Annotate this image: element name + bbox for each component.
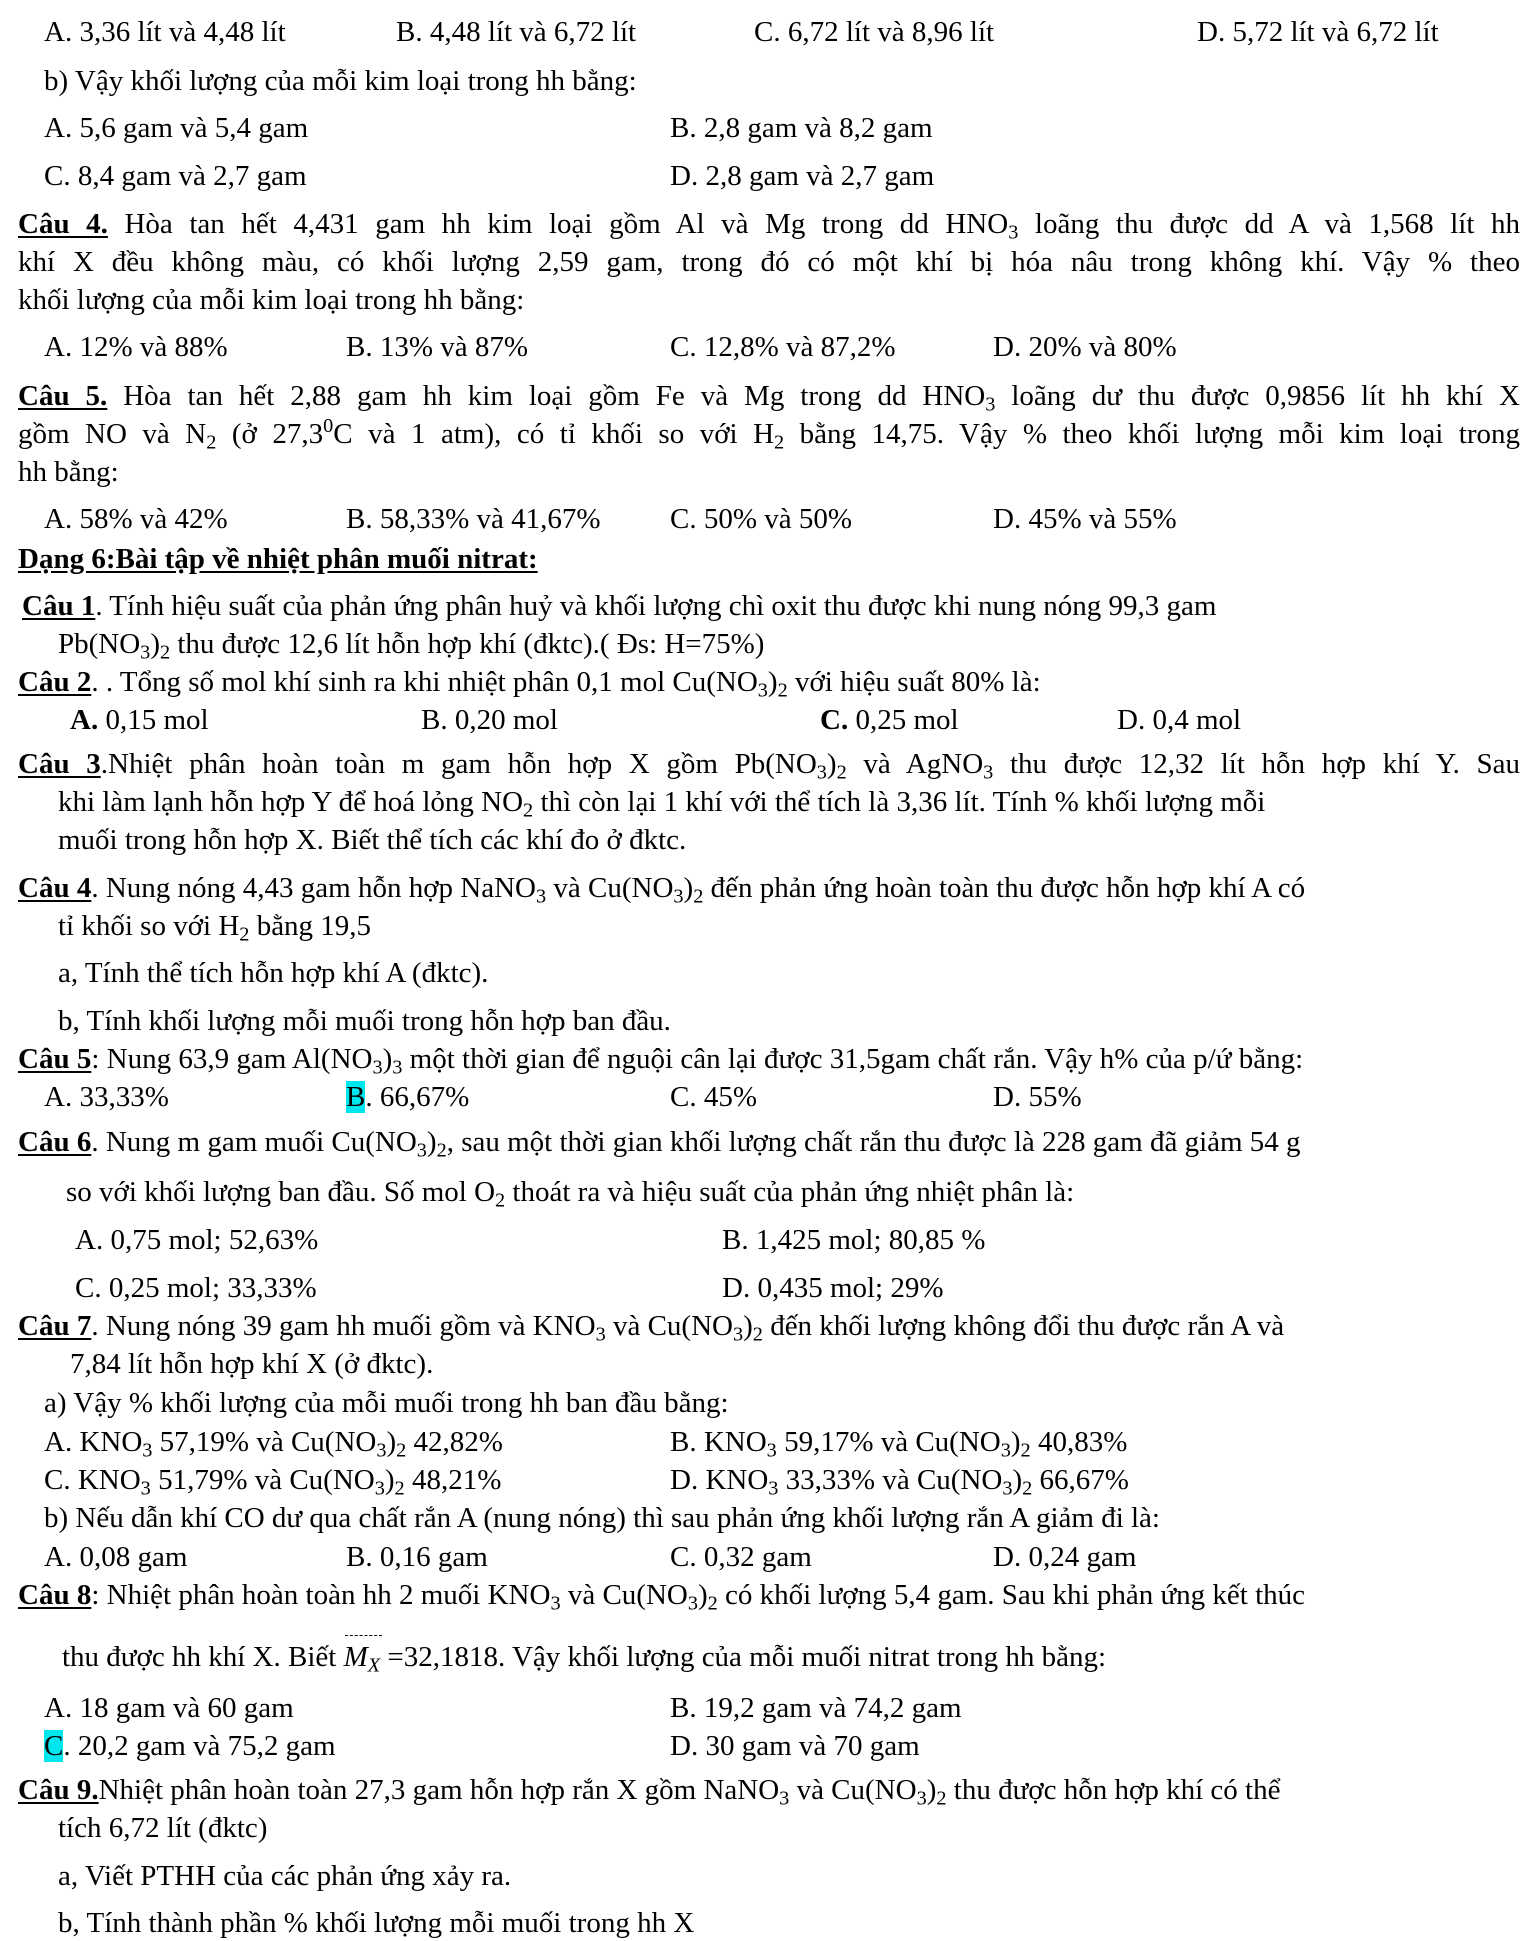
n5-line-1: Câu 5: Nung 63,9 gam $Al(NO_3)_3$ một thời gian để nguội cân lại được 31,5gam chất rắn. Vậy h% của p/ứ bằng: <box>18 1043 1304 1079</box>
n4-line-2: tỉ khối so với $H_2$ bằng 19,5 <box>58 910 372 946</box>
q5-label: Câu 5. <box>18 380 108 412</box>
n4-part-b: b, Tính khối lượng mỗi muối trong hỗn hợp ban đầu. <box>58 1005 671 1037</box>
n4-label: Câu 4 <box>18 872 92 904</box>
n7-option-c: C. $KNO_3$ 51,79% và $Cu(NO_3)_2$ 48,21% <box>44 1464 502 1500</box>
n5-option-c: C. 45% <box>670 1081 757 1113</box>
n3-line-2: khi làm lạnh hỗn hợp Y để hoá lỏng $NO_2$ thì còn lại 1 khí với thể tích là 3,36 lít. Tính % khối lượng mỗi <box>58 786 1266 822</box>
n5-option-a: A. 33,33% <box>44 1081 169 1113</box>
n7-line-2: 7,84 lít hỗn hợp khí X (ở đktc). <box>70 1348 434 1380</box>
q3b-option-d: D. 2,8 gam và 2,7 gam <box>670 160 935 192</box>
answer-highlight: B <box>346 1081 366 1113</box>
q3b-option-b: B. 2,8 gam và 8,2 gam <box>670 112 933 144</box>
n6-option-b: B. 1,425 mol; 80,85 % <box>722 1224 986 1256</box>
n8-option-a: A. 18 gam và 60 gam <box>44 1692 294 1724</box>
n8-option-c: C. 20,2 gam và 75,2 gam <box>44 1730 336 1762</box>
q3a-option-b: B. 4,48 lít và 6,72 lít <box>396 16 637 48</box>
q4-label: Câu 4. <box>18 208 108 240</box>
n7-line-1: Câu 7. Nung nóng 39 gam hh muối gồm và $KNO_3$ và $Cu(NO_3)_2$ đến khối lượng không đổi thu được rắn A và <box>18 1310 1285 1346</box>
n9-line-1: Câu 9.Nhiệt phân hoàn toàn 27,3 gam hỗn hợp rắn X gồm NaNO$_3$ và $Cu(NO_3)_2$ thu được hỗn hợp khí có thể <box>18 1774 1281 1810</box>
n9-part-b: b, Tính thành phần % khối lượng mỗi muối trong hh X <box>58 1907 695 1939</box>
q4-option-d: D. 20% và 80% <box>993 331 1177 363</box>
n5-option-d: D. 55% <box>993 1081 1082 1113</box>
n3-label: Câu 3 <box>18 748 101 780</box>
q5-option-b: B. 58,33% và 41,67% <box>346 503 601 535</box>
q4-option-a: A. 12% và 88% <box>44 331 228 363</box>
q3a-option-d: D. 5,72 lít và 6,72 lít <box>1197 16 1439 48</box>
q4-option-c: C. 12,8% và 87,2% <box>670 331 896 363</box>
q3b-option-c: C. 8,4 gam và 2,7 gam <box>44 160 307 192</box>
q5-line-3: hh bằng: <box>18 456 119 488</box>
q5-option-c: C. 50% và 50% <box>670 503 853 535</box>
q5-line-2: gồm NO và $N_2$ (ở 27,3$^0$C và 1 atm), có tỉ khối so với $H_2$ bằng 14,75. Vậy % theo khối lượng mỗi kim loại trong <box>18 414 1520 454</box>
n1-label: Câu 1 <box>22 590 96 622</box>
mean-molar-mass-symbol: $M_X$ <box>343 1641 381 1677</box>
q4-option-b: B. 13% và 87% <box>346 331 529 363</box>
n5-label: Câu 5 <box>18 1043 92 1075</box>
q3b-option-a: A. 5,6 gam và 5,4 gam <box>44 112 309 144</box>
n5-option-b: B. 66,67% <box>346 1081 470 1113</box>
n7-label: Câu 7 <box>18 1310 92 1342</box>
n2-option-a: A. 0,15 mol <box>70 704 209 736</box>
n6-line-1: Câu 6. Nung m gam muối $Cu(NO_3)_2$, sau một thời gian khối lượng chất rắn thu được là 228 gam đã giảm 54 g <box>18 1126 1301 1162</box>
section-heading-dang-6: Dạng 6:Bài tập về nhiệt phân muối nitrat: <box>18 543 538 575</box>
n1-line-1: Câu 1. Tính hiệu suất của phản ứng phân huỷ và khối lượng chì oxit thu được khi nung nóng 99,3 gam <box>22 590 1217 622</box>
n6-option-a: A. 0,75 mol; 52,63% <box>75 1224 319 1256</box>
q5-option-a: A. 58% và 42% <box>44 503 228 535</box>
n2-option-b: B. 0,20 mol <box>421 704 558 736</box>
n8-option-d: D. 30 gam và 70 gam <box>670 1730 920 1762</box>
n7-b-option-d: D. 0,24 gam <box>993 1541 1137 1573</box>
q4-line-1: Câu 4. Hòa tan hết 4,431 gam hh kim loại gồm Al và Mg trong dd $HNO_3$ loãng thu được dd A và 1,568 lít hh <box>18 208 1520 244</box>
n7-option-d: D. $KNO_3$ 33,33% và $Cu(NO_3)_2$ 66,67% <box>670 1464 1129 1500</box>
n2-label: Câu 2 <box>18 666 92 698</box>
q5-option-d: D. 45% và 55% <box>993 503 1177 535</box>
n3-line-1: Câu 3.Nhiệt phân hoàn toàn m gam hỗn hợp X gồm $Pb(NO_3)_2$ và AgNO$_3$ thu được 12,32 lít hỗn hợp khí Y. Sau <box>18 748 1520 784</box>
n7-part-a-prompt: a) Vậy % khối lượng của mỗi muối trong hh ban đầu bằng: <box>44 1387 729 1419</box>
n8-line-2: thu được hh khí X. Biết $M_X =32,1818$. Vậy khối lượng của mỗi muối nitrat trong hh bằng: <box>62 1641 1107 1677</box>
n2-line-1: Câu 2. . Tổng số mol khí sinh ra khi nhiệt phân 0,1 mol $Cu(NO_3)_2$ với hiệu suất 80% là: <box>18 666 1041 702</box>
q3a-option-c: C. 6,72 lít và 8,96 lít <box>754 16 995 48</box>
n2-option-d: D. 0,4 mol <box>1117 704 1242 736</box>
n4-line-1: Câu 4. Nung nóng 4,43 gam hỗn hợp NaNO$_3$ và $Cu(NO_3)_2$ đến phản ứng hoàn toàn thu được hỗn hợp khí A có <box>18 872 1306 908</box>
n6-label: Câu 6 <box>18 1126 92 1158</box>
n9-line-2: tích 6,72 lít (đktc) <box>58 1812 268 1844</box>
n7-b-option-c: C. 0,32 gam <box>670 1541 812 1573</box>
n7-option-b: B. $KNO_3$ 59,17% và $Cu(NO_3)_2$ 40,83% <box>670 1426 1128 1462</box>
n7-b-option-b: B. 0,16 gam <box>346 1541 488 1573</box>
n7-part-b-prompt: b) Nếu dẫn khí CO dư qua chất rắn A (nung nóng) thì sau phản ứng khối lượng rắn A giảm đi là: <box>44 1502 1160 1534</box>
n3-line-3: muối trong hỗn hợp X. Biết thể tích các khí đo ở đktc. <box>58 824 687 856</box>
n6-option-d: D. 0,435 mol; 29% <box>722 1272 944 1304</box>
q5-line-1: Câu 5. Hòa tan hết 2,88 gam hh kim loại gồm Fe và Mg trong dd $HNO_3$ loãng dư thu được 0,9856 lít hh khí X <box>18 380 1520 416</box>
n9-part-a: a, Viết PTHH của các phản ứng xảy ra. <box>58 1860 512 1892</box>
n8-label: Câu 8 <box>18 1579 92 1611</box>
n1-line-2: $Pb(NO_3)_2$ thu được 12,6 lít hỗn hợp khí (đktc).( Đs: H=75%) <box>58 628 765 664</box>
q3a-option-a: A. 3,36 lít và 4,48 lít <box>44 16 286 48</box>
n6-line-2: so với khối lượng ban đầu. Số mol $O_2$ thoát ra và hiệu suất của phản ứng nhiệt phân là: <box>66 1176 1075 1212</box>
q4-line-3: khối lượng của mỗi kim loại trong hh bằng: <box>18 284 525 316</box>
q3b-prompt: b) Vậy khối lượng của mỗi kim loại trong hh bằng: <box>44 65 637 97</box>
answer-highlight: C <box>44 1730 64 1762</box>
n7-b-option-a: A. 0,08 gam <box>44 1541 188 1573</box>
n8-option-b: B. 19,2 gam và 74,2 gam <box>670 1692 962 1724</box>
q4-line-2: khí X đều không màu, có khối lượng 2,59 gam, trong đó có một khí bị hóa nâu trong không khí. Vậy % theo <box>18 246 1520 278</box>
n4-part-a: a, Tính thể tích hỗn hợp khí A (đktc). <box>58 957 489 989</box>
n2-option-c: C. 0,25 mol <box>820 704 959 736</box>
n6-option-c: C. 0,25 mol; 33,33% <box>75 1272 317 1304</box>
n9-label: Câu 9. <box>18 1774 99 1806</box>
n8-line-1: Câu 8: Nhiệt phân hoàn toàn hh 2 muối $KNO_3$ và $Cu(NO_3)_2$ có khối lượng 5,4 gam. Sau khi phản ứng kết thúc <box>18 1579 1306 1615</box>
n7-option-a: A. $KNO_3$ 57,19% và $Cu(NO_3)_2$ 42,82% <box>44 1426 503 1462</box>
